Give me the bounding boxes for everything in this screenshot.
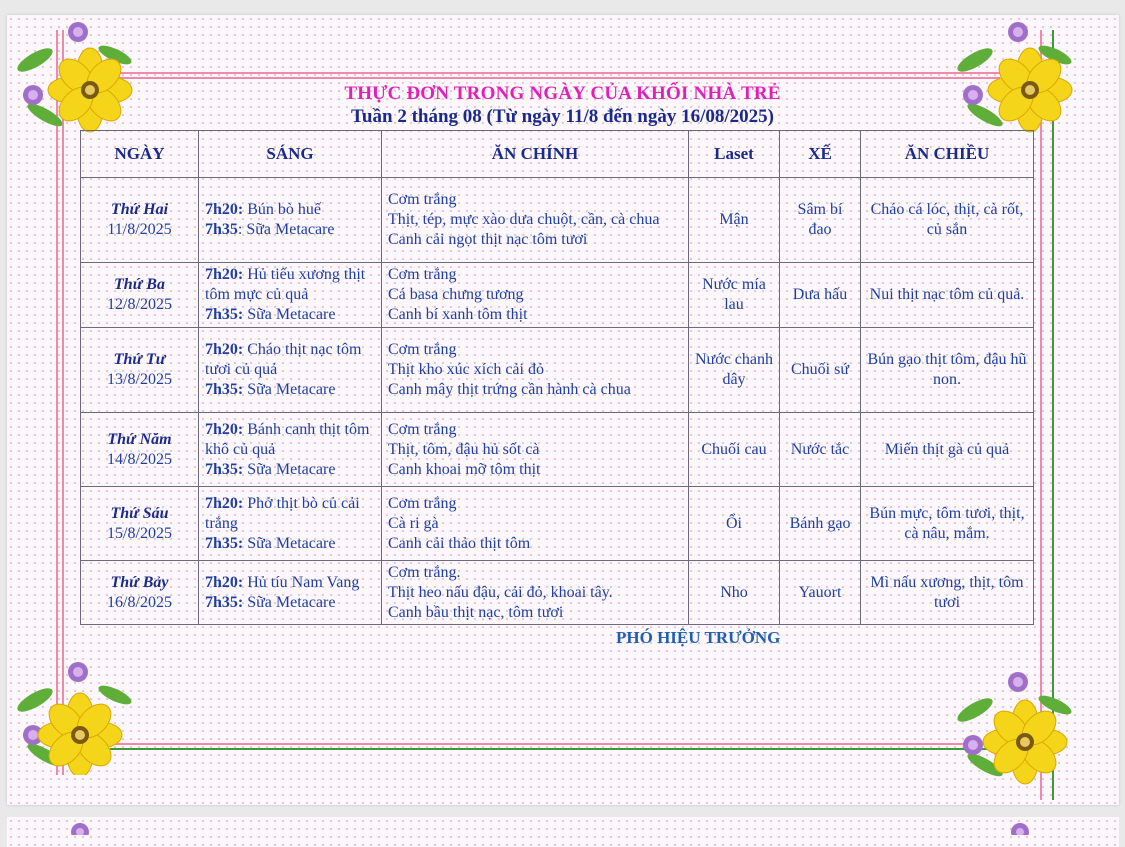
morning-cell <box>199 263 382 328</box>
day-date: 14/8/2025 <box>107 450 172 468</box>
afternoon-cell: Nui thịt nạc tôm củ quả. <box>861 263 1034 328</box>
signature-title: PHÓ HIỆU TRƯỞNG <box>616 628 781 647</box>
afternoon-cell: Bún mực, tôm tươi, thịt, cà nâu, mắm. <box>861 487 1034 561</box>
snack-cell: Nước tắc <box>780 413 861 487</box>
afternoon-cell: Bún gạo thịt tôm, đậu hũ non. <box>861 328 1034 413</box>
main-meal-item: Cơm trắng <box>388 420 457 438</box>
morning-dish: Sữa Metacare <box>243 306 336 323</box>
column-header-main-meal: ĂN CHÍNH <box>382 131 689 178</box>
morning-dish: Hủ tíu Nam Vang <box>243 573 360 591</box>
day-cell <box>81 328 199 413</box>
morning-time: 7h20: <box>205 201 244 218</box>
table-row <box>81 178 1034 263</box>
morning-time: 7h35: <box>205 306 244 323</box>
morning-dish: Bún bò huế <box>243 201 322 218</box>
morning-cell <box>199 561 382 625</box>
main-meal-item: Cơm trắng <box>388 266 457 283</box>
day-name: Thứ Hai <box>110 201 169 218</box>
table-row <box>81 413 1034 487</box>
flower-corner-icon <box>5 660 140 775</box>
main-meal-item: Thịt, tôm, đậu hủ sốt cà <box>388 440 540 458</box>
flower-partial-icon <box>50 820 110 835</box>
main-meal-item: Canh khoai mỡ tôm thịt <box>388 460 541 478</box>
main-meal-cell <box>382 263 689 328</box>
day-date: 15/8/2025 <box>107 524 172 542</box>
border-bottom-green <box>110 748 1000 750</box>
main-meal-cell <box>382 487 689 561</box>
morning-item <box>205 380 375 400</box>
main-meal-item: Thịt, tép, mực xào dưa chuột, cần, cà chua <box>388 211 660 228</box>
afternoon-cell: Miến thịt gà củ quả <box>861 413 1034 487</box>
table-row <box>81 487 1034 561</box>
column-header-afternoon: ĂN CHIỀU <box>861 131 1034 178</box>
page-title: THỰC ĐƠN TRONG NGÀY CỦA KHỐI NHÀ TRẺ <box>344 83 781 104</box>
day-date: 12/8/2025 <box>107 296 172 313</box>
morning-dish: Hủ tiếu xương thịt tôm mực củ quả <box>205 266 366 303</box>
snack-cell: Yauort <box>780 561 861 625</box>
morning-item <box>205 534 375 554</box>
next-page-sheet <box>7 817 1119 847</box>
morning-cell <box>199 178 382 263</box>
morning-item <box>205 460 375 480</box>
morning-dish: Sữa Metacare <box>243 593 336 611</box>
snack-cell: Bánh gạo <box>780 487 861 561</box>
morning-item <box>205 573 375 593</box>
morning-dish: Cháo thịt nạc tôm tươi củ quả <box>205 341 362 378</box>
morning-item <box>205 305 375 325</box>
column-header-day: NGÀY <box>81 131 199 178</box>
laset-cell: Nho <box>689 561 780 625</box>
afternoon-cell: Cháo cá lóc, thịt, cà rốt, củ sắn <box>861 178 1034 263</box>
main-meal-item: Thịt heo nấu đậu, cải đỏ, khoai tây. <box>388 583 613 601</box>
morning-dish: Bánh canh thịt tôm khô củ quả <box>205 420 370 458</box>
main-meal-item: Thịt kho xúc xích cải đỏ <box>388 361 544 378</box>
morning-time: 7h20: <box>205 266 244 283</box>
flower-partial-icon <box>990 820 1050 835</box>
morning-time: 7h35: <box>205 593 244 611</box>
morning-time: 7h35 <box>205 221 238 238</box>
morning-cell <box>199 487 382 561</box>
day-date: 13/8/2025 <box>107 371 172 388</box>
morning-dish: Sữa Metacare <box>243 534 336 552</box>
table-row <box>81 328 1034 413</box>
day-name: Thứ Bảy <box>110 573 169 591</box>
laset-cell: Mận <box>689 178 780 263</box>
day-date: 11/8/2025 <box>107 221 172 238</box>
laset-cell: Chuối cau <box>689 413 780 487</box>
snack-cell: Dưa hấu <box>780 263 861 328</box>
morning-time: 7h35: <box>205 534 244 552</box>
main-meal-cell <box>382 328 689 413</box>
morning-item <box>205 340 375 380</box>
main-meal-item: Canh bí xanh tôm thịt <box>388 306 528 323</box>
day-date: 16/8/2025 <box>107 593 172 611</box>
day-cell <box>81 413 199 487</box>
morning-item <box>205 265 375 305</box>
morning-item <box>205 420 375 460</box>
day-cell <box>81 263 199 328</box>
main-meal-cell <box>382 178 689 263</box>
main-meal-item: Cà ri gà <box>388 514 439 532</box>
morning-item <box>205 593 375 613</box>
border-top-pink-inner <box>110 77 1000 79</box>
laset-cell: Ổi <box>689 487 780 561</box>
morning-item <box>205 494 375 534</box>
day-cell <box>81 487 199 561</box>
morning-time: 7h20: <box>205 341 244 358</box>
table-row <box>81 561 1034 625</box>
snack-cell: Sâm bí đao <box>780 178 861 263</box>
day-name: Thứ Sáu <box>110 504 169 522</box>
border-top-pink <box>110 72 1000 74</box>
main-meal-item: Canh mây thịt trứng cần hành cà chua <box>388 381 631 398</box>
day-name: Thứ Tư <box>113 351 166 368</box>
main-meal-item: Canh bầu thịt nạc, tôm tươi <box>388 603 564 621</box>
main-meal-item: Cơm trắng. <box>388 563 461 581</box>
column-header-snack: XẾ <box>780 131 861 178</box>
menu-table <box>80 130 1034 625</box>
main-meal-item: Cơm trắng <box>388 494 457 512</box>
morning-time: 7h35: <box>205 460 244 478</box>
column-header-morning: SÁNG <box>199 131 382 178</box>
morning-dish: Sữa Metacare <box>243 381 336 398</box>
main-meal-item: Canh cải thảo thịt tôm <box>388 534 531 552</box>
main-meal-cell <box>382 413 689 487</box>
morning-time: 7h20: <box>205 494 244 512</box>
table-row <box>81 263 1034 328</box>
morning-time: 7h20: <box>205 573 244 591</box>
page-subtitle: Tuần 2 tháng 08 (Từ ngày 11/8 đến ngày 16/08/2025) <box>351 106 774 127</box>
morning-dish: Phở thịt bò củ cải trắng <box>205 494 360 532</box>
morning-cell <box>199 413 382 487</box>
morning-dish: : Sữa Metacare <box>237 221 335 238</box>
day-name: Thứ Năm <box>107 430 172 448</box>
laset-cell: Nước chanh dây <box>689 328 780 413</box>
morning-item <box>205 220 375 240</box>
main-meal-item: Cơm trắng <box>388 341 457 358</box>
morning-dish: Sữa Metacare <box>243 460 336 478</box>
day-name: Thứ Ba <box>114 276 165 293</box>
day-cell <box>81 178 199 263</box>
main-meal-item: Cá basa chưng tương <box>388 286 524 303</box>
morning-item <box>205 200 375 220</box>
main-meal-item: Cơm trắng <box>388 191 457 208</box>
morning-time: 7h35: <box>205 381 244 398</box>
border-bottom-pink <box>110 743 1000 745</box>
morning-cell <box>199 328 382 413</box>
flower-corner-icon <box>945 670 1080 785</box>
main-meal-item: Canh cải ngọt thịt nạc tôm tươi <box>388 231 588 248</box>
day-cell <box>81 561 199 625</box>
snack-cell: Chuối sứ <box>780 328 861 413</box>
column-header-laset: Laset <box>689 131 780 178</box>
laset-cell: Nước mía lau <box>689 263 780 328</box>
afternoon-cell: Mì nấu xương, thịt, tôm tươi <box>861 561 1034 625</box>
table-header-row <box>81 131 1034 178</box>
main-meal-cell <box>382 561 689 625</box>
morning-time: 7h20: <box>205 420 244 438</box>
